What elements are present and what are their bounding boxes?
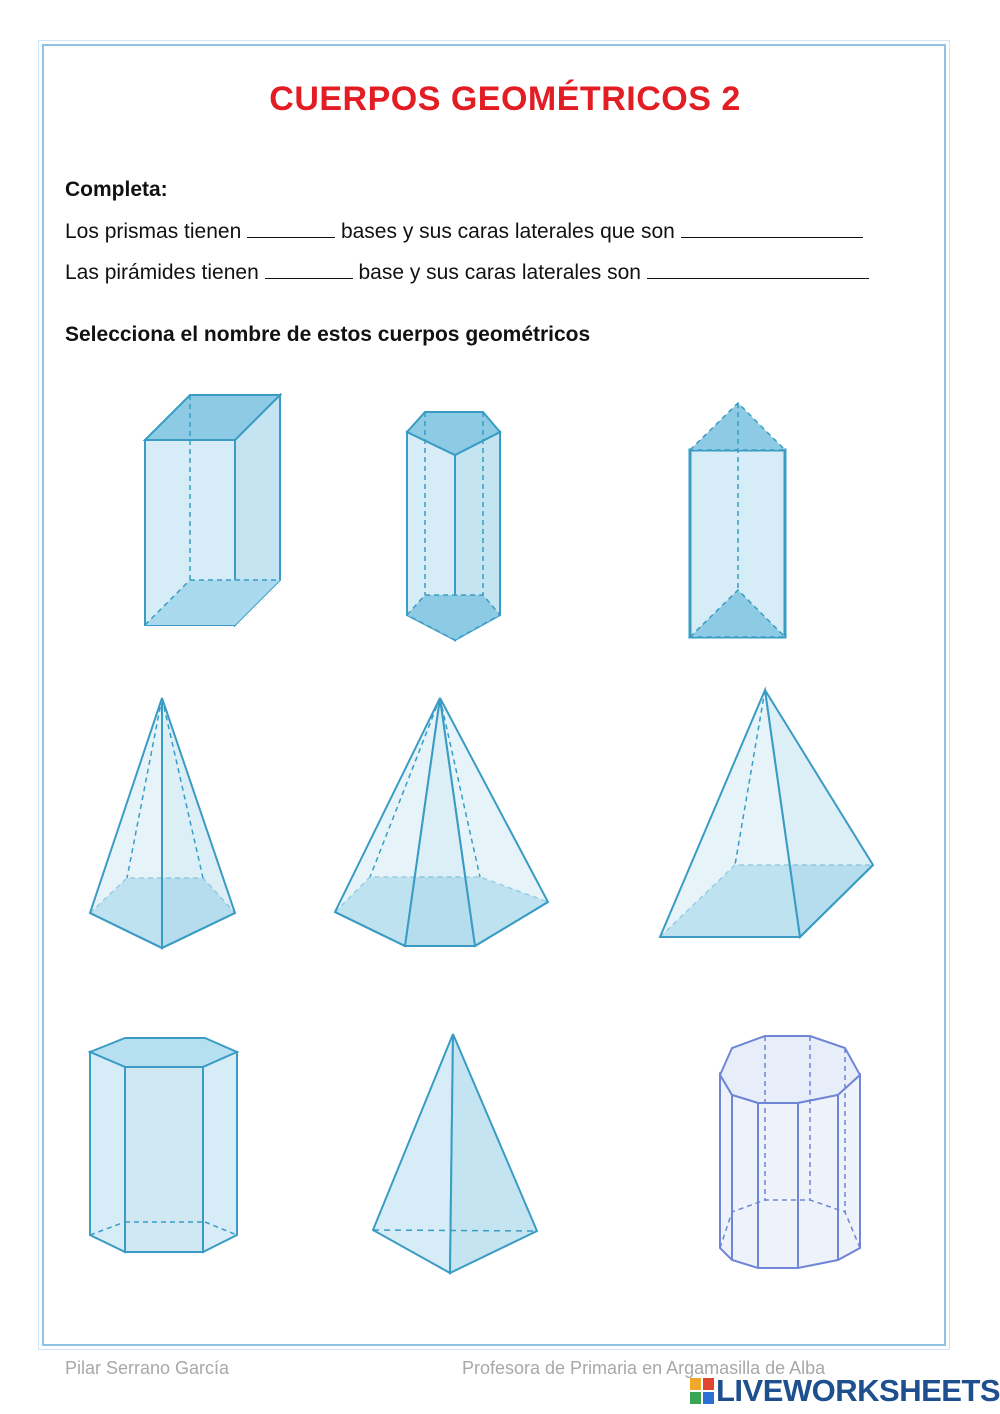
prismas-sentence	[65, 219, 863, 244]
prismas-blank-bases	[247, 219, 335, 238]
footer-author: Pilar Serrano García	[65, 1358, 230, 1378]
footer-role: Profesora de Primaria en Argamasilla de Alba	[462, 1358, 826, 1378]
triangular-prism-figure[interactable]	[680, 395, 800, 645]
hexagonal-prism-figure[interactable]	[85, 1030, 245, 1260]
prismas-text-b: bases y sus caras laterales que son	[340, 220, 675, 243]
piramides-text-a: Las pirámides tienen	[65, 261, 259, 284]
piramides-text-b: base y sus caras laterales son	[358, 261, 641, 284]
liveworksheets-logo-icon	[690, 1376, 716, 1406]
hexagonal-pyramid-figure[interactable]	[330, 690, 555, 955]
octagonal-prism-figure[interactable]	[710, 1030, 870, 1275]
piramides-blank-base	[265, 260, 353, 279]
liveworksheets-logo[interactable]	[690, 1373, 1000, 1409]
piramides-blank-caras	[647, 260, 869, 279]
square-pyramid-figure[interactable]	[655, 685, 880, 945]
triangular-pyramid-figure[interactable]	[365, 1028, 545, 1283]
pentagonal-prism-figure[interactable]	[395, 400, 515, 650]
rectangular-prism-figure[interactable]	[130, 385, 300, 635]
prismas-blank-caras	[681, 219, 863, 238]
page-title: CUERPOS GEOMÉTRICOS 2	[269, 80, 741, 118]
completa-heading: Completa:	[65, 178, 168, 201]
piramides-sentence	[65, 260, 869, 285]
pentagonal-pyramid-figure[interactable]	[85, 690, 245, 955]
prismas-text-a: Los prismas tienen	[65, 220, 242, 243]
liveworksheets-logo-text: LIVEWORKSHEETS	[716, 1373, 1000, 1408]
selecciona-heading: Selecciona el nombre de estos cuerpos geométricos	[65, 323, 591, 346]
